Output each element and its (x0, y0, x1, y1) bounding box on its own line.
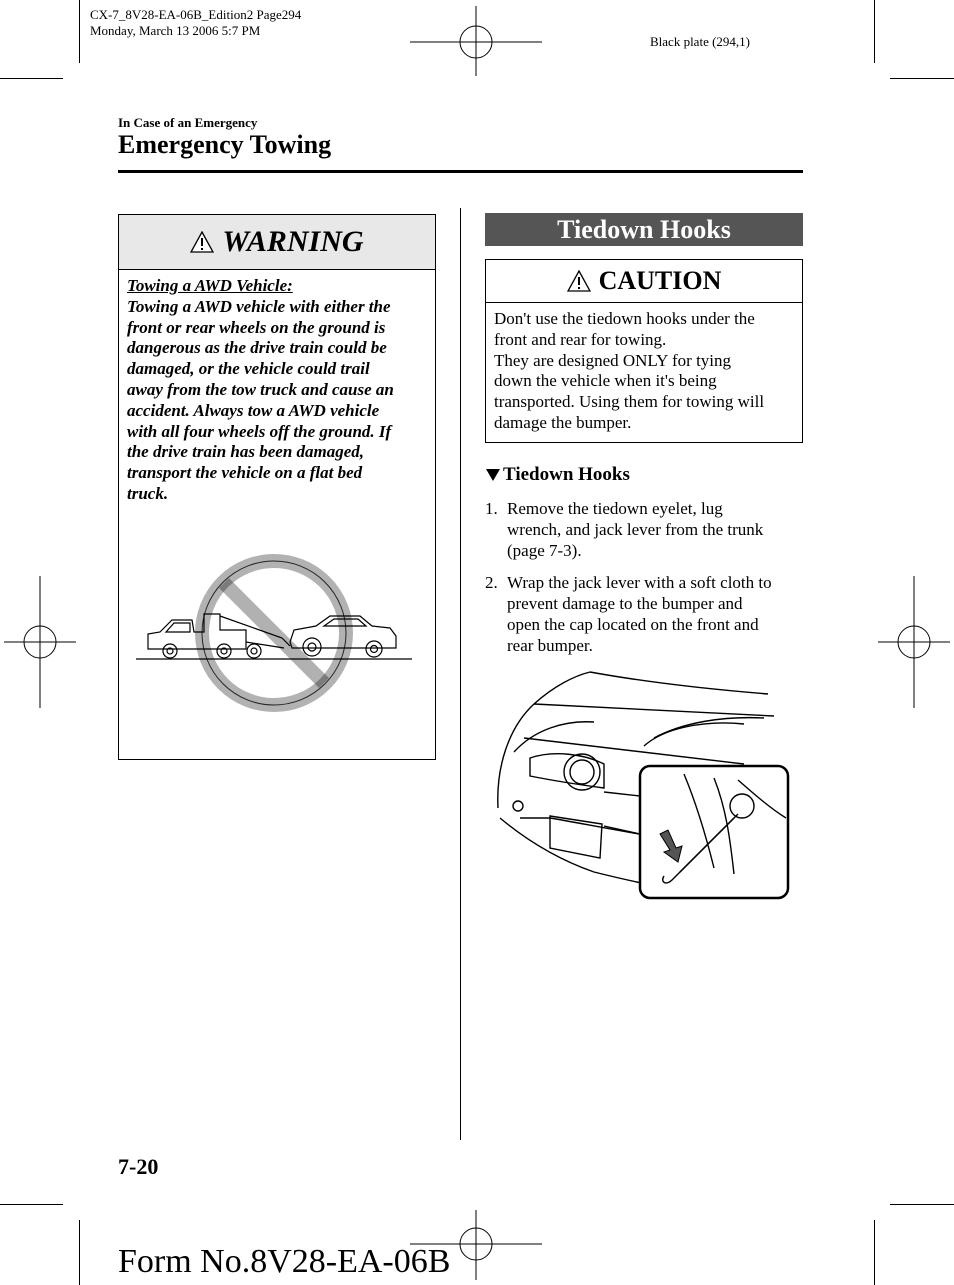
crop-mark (79, 1220, 80, 1285)
warning-title: WARNING (222, 225, 364, 258)
warning-subheading: Towing a AWD Vehicle: (127, 276, 293, 295)
slug-line: CX-7_8V28-EA-06B_Edition2 Page294 (90, 7, 302, 22)
caution-line: damage the bumper. (494, 412, 632, 432)
triangle-down-icon (485, 468, 501, 482)
step-number: 2. (485, 573, 498, 593)
warning-line: dangerous as the drive train could be (127, 338, 387, 358)
tiedown-steps (485, 499, 803, 657)
warning-body (119, 270, 435, 505)
form-number: Form No.8V28-EA-06B (118, 1243, 451, 1280)
crop-mark (874, 1220, 875, 1285)
plate-label: Black plate (294,1) (650, 34, 750, 49)
warning-line: away from the tow truck and cause an (127, 379, 394, 399)
warning-line: the drive train has been damaged, (127, 442, 365, 462)
warning-line: front or rear wheels on the ground is (127, 317, 386, 337)
subheading-text: Tiedown Hooks (503, 464, 630, 485)
section-label: In Case of an Emergency (118, 115, 258, 130)
page-number: 7-20 (118, 1154, 159, 1179)
step-line: prevent damage to the bumper and (507, 594, 743, 614)
page-title: Emergency Towing (118, 130, 332, 159)
crop-mark (0, 78, 63, 79)
caution-header (486, 260, 802, 303)
warning-triangle-icon (567, 270, 591, 292)
caution-line: They are designed ONLY for tying (494, 350, 732, 370)
caution-box (485, 259, 803, 443)
step-text (507, 499, 763, 561)
registration-mark-top (410, 6, 542, 76)
warning-line: damaged, or the vehicle could trail (127, 359, 370, 379)
crop-mark (890, 1204, 954, 1205)
step-item (485, 573, 803, 656)
warning-line: with all four wheels off the ground. If (127, 421, 392, 441)
column-divider (460, 208, 461, 1140)
tiedown-hooks-band: Tiedown Hooks (485, 213, 803, 246)
caution-title: CAUTION (598, 266, 722, 295)
step-line: Wrap the jack lever with a soft cloth to (507, 573, 772, 593)
crop-mark (890, 78, 954, 79)
crop-mark (79, 0, 80, 63)
bumper-cap-illustration (494, 668, 794, 904)
step-line: rear bumper. (507, 635, 593, 655)
registration-mark-left (4, 576, 76, 708)
warning-triangle-icon (190, 231, 214, 253)
print-slug (90, 7, 301, 39)
crop-mark (874, 0, 875, 63)
step-line: Remove the tiedown eyelet, lug (507, 499, 723, 518)
step-line: open the cap located on the front and (507, 614, 759, 634)
registration-mark-right (878, 576, 950, 708)
step-text (507, 573, 772, 656)
prohibited-towing-illustration (134, 550, 416, 715)
warning-line: accident. Always tow a AWD vehicle (127, 400, 380, 420)
slug-line: Monday, March 13 2006 5:7 PM (90, 23, 261, 38)
warning-line: Towing a AWD vehicle with either the (127, 296, 391, 316)
crop-mark (0, 1204, 63, 1205)
step-item (485, 499, 803, 561)
warning-line: truck. (127, 483, 169, 503)
caution-line: down the vehicle when it's being (494, 371, 717, 391)
caution-line: front and rear for towing. (494, 329, 667, 349)
step-number: 1. (485, 499, 498, 518)
prohibition-sign-icon (202, 561, 346, 705)
caution-line: transported. Using them for towing will (494, 392, 765, 412)
title-rule (118, 170, 803, 173)
caution-body (486, 303, 802, 434)
caution-line: Don't use the tiedown hooks under the (494, 309, 755, 328)
step-line: wrench, and jack lever from the trunk (507, 519, 764, 539)
step-line: (page 7-3). (507, 540, 582, 560)
warning-line: transport the vehicle on a flat bed (127, 463, 363, 483)
tiedown-subheading (485, 464, 630, 486)
warning-header (119, 215, 435, 270)
